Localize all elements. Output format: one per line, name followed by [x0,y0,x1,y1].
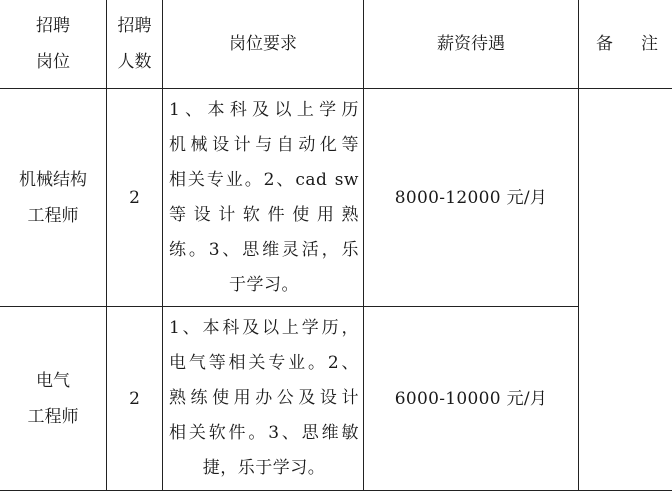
header-position-line2: 岗位 [36,44,70,80]
position-line1: 电气 [36,363,70,399]
header-remark-char1: 备 [596,34,613,54]
requirement-line: 等设计软件使用熟 [169,198,359,233]
cell-salary: 8000-12000 元/月 [364,89,579,307]
header-row [0,0,672,89]
header-salary: 薪资待遇 [364,0,579,89]
header-remark [579,0,672,89]
header-position-line1: 招聘 [36,8,70,44]
cell-salary: 6000-10000 元/月 [364,307,579,491]
cell-remark [579,89,672,491]
table-row [0,307,672,491]
header-count-line1: 招聘 [118,8,152,44]
header-count-line2: 人数 [118,44,152,80]
cell-count: 2 [107,307,163,491]
requirement-line: 于学习。 [169,268,359,303]
position-line2: 工程师 [28,399,79,435]
cell-position [0,89,107,307]
requirement-line: 相关软件。3、思维敏 [169,416,359,451]
requirement-line: 捷，乐于学习。 [169,451,359,486]
header-remark-char2: 注 [641,34,658,54]
requirement-line: 熟练使用办公及设计 [169,381,359,416]
requirement-line: 相关专业。2、cad sw [169,163,359,198]
header-count [107,0,163,89]
cell-requirements [163,89,364,307]
requirement-line: 练。3、思维灵活，乐 [169,233,359,268]
requirement-line: 电气等相关专业。2、 [169,346,359,381]
cell-position [0,307,107,491]
cell-requirements [163,307,364,491]
position-line1: 机械结构 [19,162,87,198]
header-position [0,0,107,89]
header-requirements: 岗位要求 [163,0,364,89]
cell-count: 2 [107,89,163,307]
position-line2: 工程师 [28,198,79,234]
table-row [0,89,672,307]
requirement-line: 1、本科及以上学历 [169,93,359,128]
requirement-line: 1、本科及以上学历， [169,311,359,346]
requirement-line: 机械设计与自动化等 [169,128,359,163]
